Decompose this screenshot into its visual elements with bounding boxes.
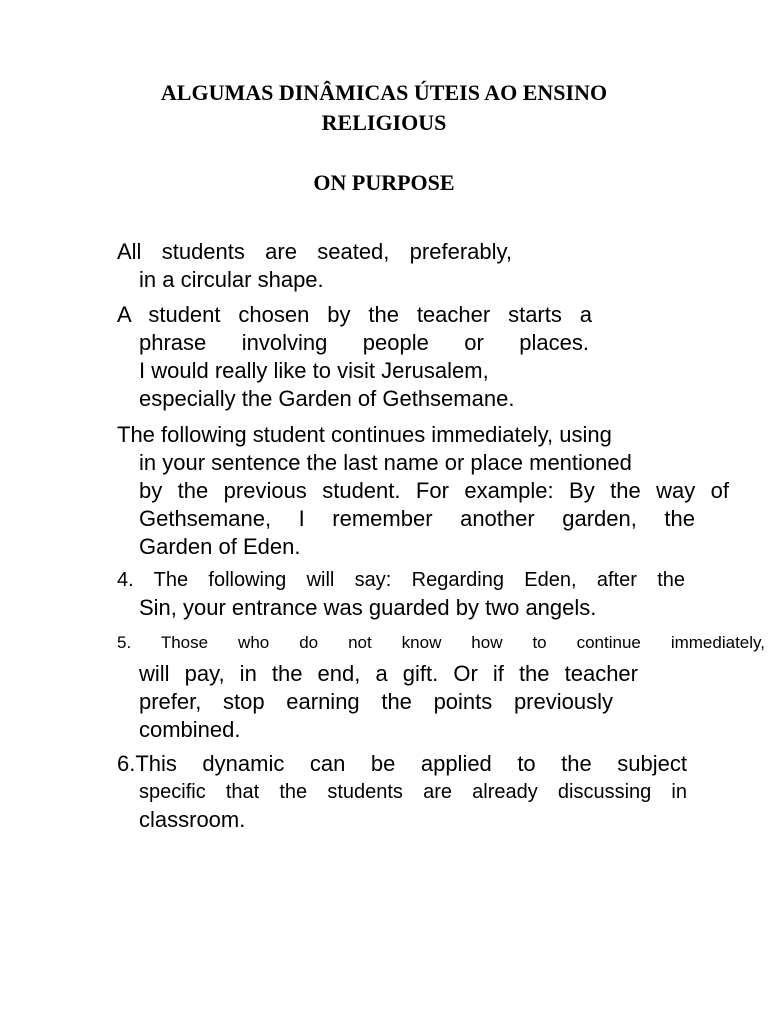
paragraph-line: 4. The following will say: Regarding Eden, after the bbox=[117, 569, 685, 591]
paragraph-line: in your sentence the last name or place mentioned bbox=[139, 450, 632, 475]
paragraph-3 bbox=[117, 421, 729, 561]
paragraph-line: The following student continues immediately, using bbox=[117, 422, 612, 447]
paragraph-1 bbox=[117, 238, 512, 294]
paragraph-line: combined. bbox=[139, 717, 241, 742]
title-line-2: RELIGIOUS bbox=[321, 110, 447, 135]
paragraph-line: by the previous student. For example: By the way of bbox=[139, 478, 729, 503]
paragraph-line: in a circular shape. bbox=[139, 267, 324, 292]
paragraph-line: A student chosen by the teacher starts a bbox=[117, 302, 592, 327]
paragraph-line: 6.This dynamic can be applied to the subject bbox=[117, 751, 687, 776]
paragraph-line: Sin, your entrance was guarded by two angels. bbox=[139, 595, 597, 620]
paragraph-5 bbox=[117, 630, 765, 744]
paragraph-line: will pay, in the end, a gift. Or if the teacher bbox=[139, 661, 638, 686]
paragraph-2 bbox=[117, 301, 592, 413]
paragraph-line: Garden of Eden. bbox=[139, 534, 301, 559]
paragraph-line: 5. Those who do not know how to continue immediately, bbox=[117, 633, 765, 652]
paragraph-line: All students are seated, preferably, bbox=[117, 239, 512, 264]
paragraph-4 bbox=[117, 566, 685, 622]
paragraph-line: phrase involving people or places. bbox=[139, 330, 589, 355]
paragraph-6 bbox=[117, 750, 687, 834]
paragraph-line: prefer, stop earning the points previously bbox=[139, 689, 613, 714]
subtitle: ON PURPOSE bbox=[313, 170, 455, 195]
paragraph-line: specific that the students are already discussing in bbox=[139, 781, 687, 803]
paragraph-line: Gethsemane, I remember another garden, the bbox=[139, 506, 695, 531]
title-line-1: ALGUMAS DINÂMICAS ÚTEIS AO ENSINO bbox=[160, 80, 608, 105]
paragraph-line: I would really like to visit Jerusalem, bbox=[139, 358, 489, 383]
paragraph-line: especially the Garden of Gethsemane. bbox=[139, 386, 515, 411]
paragraph-line: classroom. bbox=[139, 807, 246, 832]
